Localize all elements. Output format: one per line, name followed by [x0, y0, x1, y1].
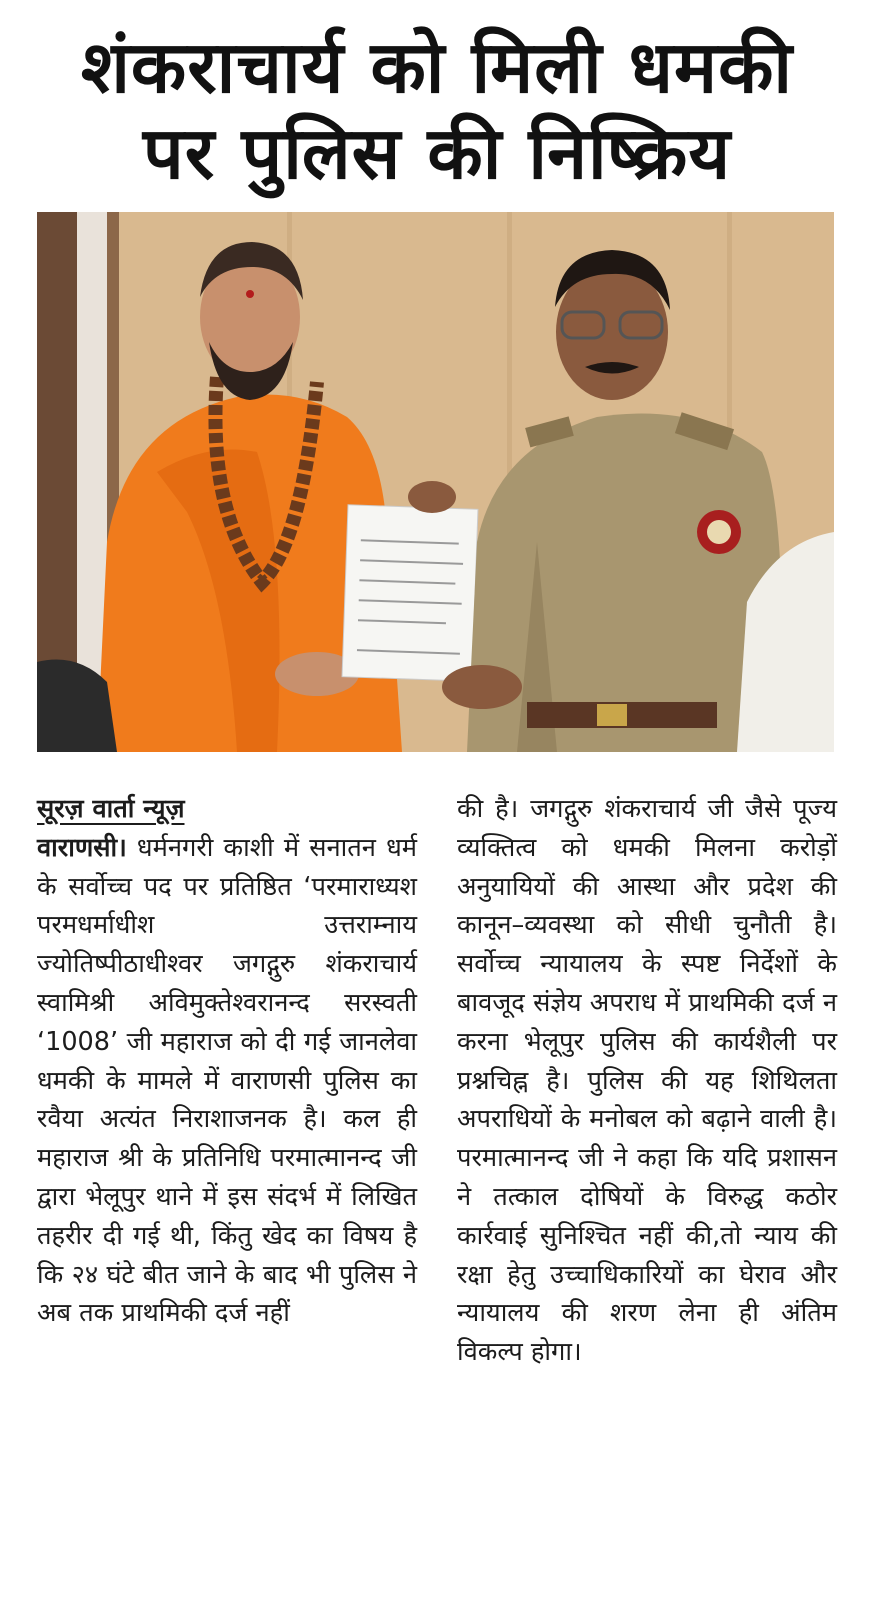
- news-photo-illustration: [37, 212, 834, 752]
- news-photo: [37, 212, 834, 752]
- article-column-right: [457, 790, 837, 1372]
- headline-line-1: शंकराचार्य को मिली धमकी: [80, 25, 794, 109]
- article-body-left: धर्मनगरी काशी में सनातन धर्म के सर्वोच्च पद पर प्रतिष्ठित ‘परमाराध्यश परमधर्माधीश उत्तराम्नाय ज्योतिष्पीठाधीश्वर जगद्गुरु शंकराचार्य स्वामिश्री अविमुक्तेश्वरानन्द सरस्वती ‘1008’ जी महाराज को दी गई जानलेवा धमकी के मामले में वाराणसी पुलिस का रवैया अत्यंत निराशाजनक है। कल ही महाराज श्री के प्रतिनिधि परमात्मानन्द जी द्वारा भेलूपुर थाने में इस संदर्भ में लिखित तहरीर दी गई थी, किंतु खेद का विषय है कि २४ घंटे बीत जाने के बाद भी पुलिस ने अब तक प्राथमिकी दर्ज नहीं: [37, 832, 417, 1329]
- headline-line-2: पर पुलिस की निष्क्रिय: [142, 111, 732, 195]
- article-body-right: की है। जगद्गुरु शंकराचार्य जी जैसे पूज्य व्यक्तित्व को धमकी मिलना करोड़ों अनुयायियों की आस्था और प्रदेश की कानून–व्यवस्था को सीधी चुनौती है। सर्वोच्च न्यायालय के स्पष्ट निर्देशों के बावजूद संज्ञेय अपराध में प्राथमिकी दर्ज न करना भेलूपुर पुलिस की कार्यशैली पर प्रश्नचिह्न है। पुलिस की यह शिथिलता अपराधियों के मनोबल को बढ़ाने वाली है। परमात्मानन्द जी ने कहा कि यदि प्रशासन ने तत्काल दोषियों के विरुद्ध कठोर कार्रवाई सुनिश्चित नहीं की,तो न्याय की रक्षा हेतु उच्चाधिकारियों का घेराव और न्यायालय की शरण लेना ही अंतिम विकल्प होगा।: [457, 794, 837, 1368]
- article-dateline: वाराणसी।: [37, 832, 127, 863]
- article-byline: सूरज़ वार्ता न्यूज़: [37, 794, 185, 824]
- article-column-left: [37, 790, 417, 1333]
